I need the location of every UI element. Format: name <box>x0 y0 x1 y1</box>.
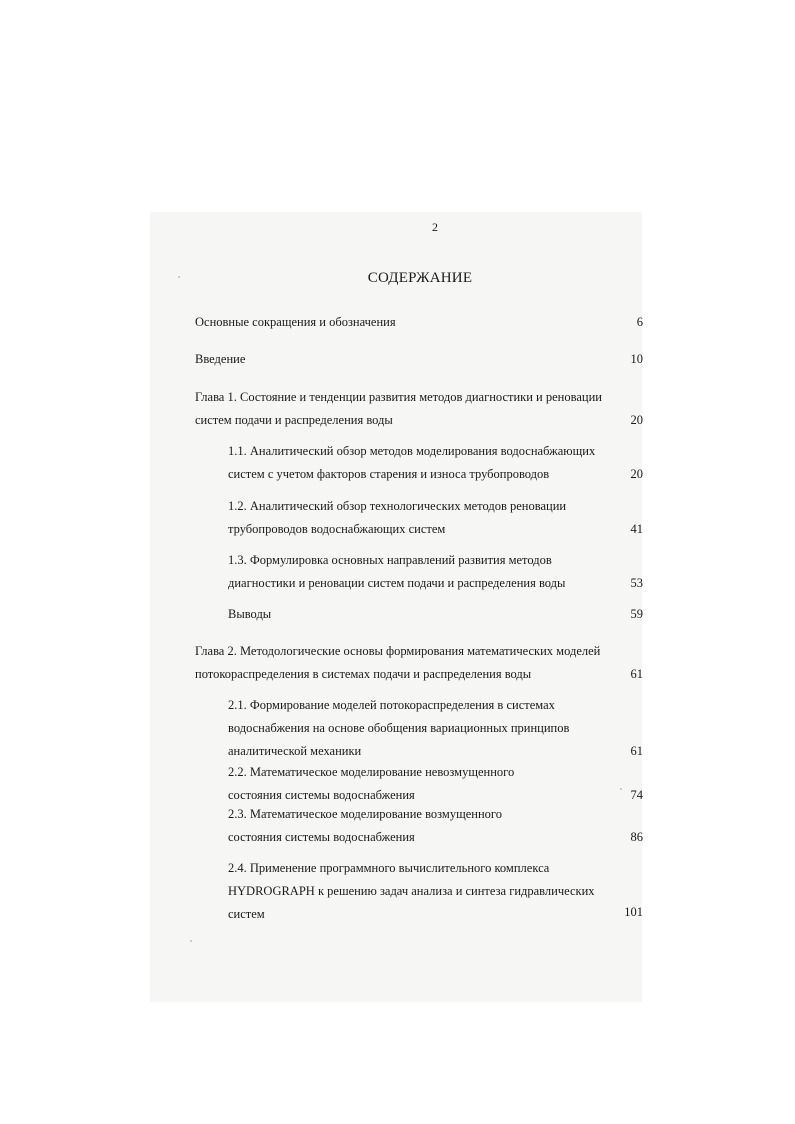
toc-entry-page: 20 <box>630 413 643 427</box>
toc-entry-text: систем с учетом факторов старения и износа трубопроводов <box>228 467 550 481</box>
toc-entry-text: потокораспределения в системах подачи и распределения воды <box>195 667 532 681</box>
toc-entry-text: Выводы <box>228 607 272 621</box>
toc-entry-text: состояния системы водоснабжения <box>228 830 415 844</box>
toc-entry-text: систем <box>228 907 265 921</box>
toc-entry-section-2-3 <box>228 803 613 849</box>
toc-entry-page: 10 <box>630 352 643 366</box>
toc-entry-text: Основные сокращения и обозначения <box>195 315 396 329</box>
toc-entry-text: 2.4. Применение программного вычислительного комплекса <box>228 861 550 875</box>
toc-entry-text: Глава 1. Состояние и тенденции развития методов диагностики и реновации <box>195 390 602 404</box>
toc-entry-page: 61 <box>630 667 643 681</box>
toc-entry-section-2-1 <box>228 694 613 763</box>
scan-speck <box>178 276 180 278</box>
toc-entry-page: 41 <box>630 522 643 536</box>
toc-entry-page: 53 <box>630 576 643 590</box>
toc-entry-text: Глава 2. Методологические основы формирования математических моделей <box>195 644 601 658</box>
toc-entry-text: 2.1. Формирование моделей потокораспределения в системах <box>228 698 555 712</box>
toc-entry-section-2-4 <box>228 857 613 926</box>
toc-entry-section-1-1 <box>228 440 613 486</box>
toc-entry-conclusions <box>228 603 613 626</box>
toc-entry-text: аналитической механики <box>228 744 362 758</box>
toc-entry-introduction <box>195 348 605 371</box>
toc-entry-page: 101 <box>624 905 643 919</box>
toc-entry-text: HYDROGRAPH к решению задач анализа и синтеза гидравлических <box>228 884 595 898</box>
toc-entry-section-1-2 <box>228 495 613 541</box>
toc-entry-section-1-3 <box>228 549 613 595</box>
toc-entry-text: 2.2. Математическое моделирование невозмущенного <box>228 765 515 779</box>
scan-speck <box>620 788 622 790</box>
page-number: 2 <box>432 220 438 234</box>
toc-entry-text: диагностики и реновации систем подачи и распределения воды <box>228 576 566 590</box>
toc-title: СОДЕРЖАНИЕ <box>367 270 473 286</box>
toc-entry-text: водоснабжения на основе обобщения вариационных принципов <box>228 721 570 735</box>
toc-entry-text: 2.3. Математическое моделирование возмущенного <box>228 807 502 821</box>
toc-entry-page: 6 <box>636 315 643 329</box>
toc-entry-text: Введение <box>195 352 246 366</box>
toc-entry-text: 1.2. Аналитический обзор технологических методов реновации <box>228 499 567 513</box>
toc-entry-text: состояния системы водоснабжения <box>228 788 415 802</box>
toc-entry-chapter-1 <box>195 386 605 432</box>
toc-entry-abbreviations <box>195 311 605 334</box>
toc-entry-text: систем подачи и распределения воды <box>195 413 393 427</box>
toc-entry-section-2-2 <box>228 761 613 807</box>
toc-entry-page: 59 <box>630 607 643 621</box>
toc-entry-page: 86 <box>630 830 643 844</box>
toc-entry-text: трубопроводов водоснабжающих систем <box>228 522 446 536</box>
toc-entry-text: 1.1. Аналитический обзор методов моделирования водоснабжающих <box>228 444 596 458</box>
toc-entry-page: 20 <box>630 467 643 481</box>
toc-entry-text: 1.3. Формулировка основных направлений развития методов <box>228 553 552 567</box>
toc-entry-page: 61 <box>630 744 643 758</box>
toc-entry-page: 74 <box>630 788 643 802</box>
toc-entry-chapter-2 <box>195 640 605 686</box>
scan-speck <box>190 940 192 942</box>
